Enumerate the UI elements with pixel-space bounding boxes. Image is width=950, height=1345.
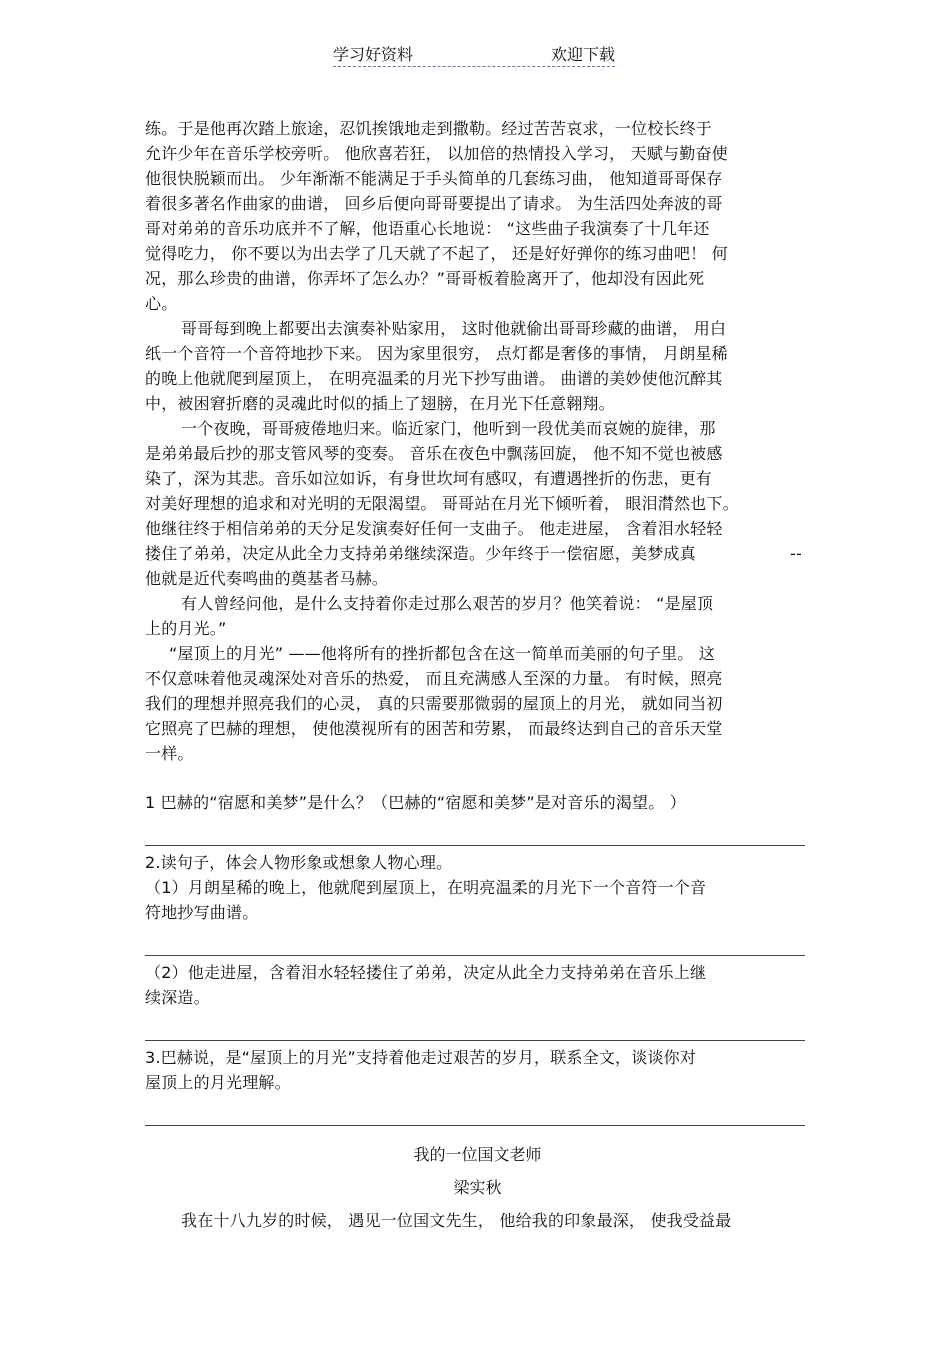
story-paragraph-3 — [145, 416, 810, 591]
spacer — [145, 1200, 810, 1208]
text-line: 觉得吃力， 你不要以为出去学了几天就了不起了， 还是好好弹你的练习曲吧！ 何 — [145, 244, 728, 263]
question-text: 符地抄写曲谱。 — [145, 903, 259, 922]
text-line: 一样。 — [145, 744, 194, 763]
text-line: 的晚上他就爬到屋顶上， 在明亮温柔的月光下抄写曲谱。 曲谱的美妙使他沉醉其 — [145, 369, 723, 388]
question-text: （1）月朗星稀的晚上，他就爬到屋顶上，在明亮温柔的月光下一个音符一个音 — [145, 878, 707, 897]
header-right-text: 欢迎下载 — [550, 45, 615, 64]
spacer — [145, 766, 810, 790]
question-text: 2.读句子，体会人物形象或想象人物心理。 — [145, 853, 453, 872]
document-body — [145, 116, 810, 1233]
text-line: 心。 — [145, 294, 178, 313]
text-line: 它照亮了巴赫的理想， 使他漠视所有的困苦和劳累， 而最终达到自己的音乐天堂 — [145, 719, 723, 738]
answer-line[interactable] — [145, 925, 805, 956]
story-paragraph-2 — [145, 316, 810, 416]
text-line: 上的月光。” — [145, 619, 227, 638]
text-line: 一个夜晚，哥哥疲倦地归来。临近家门，他听到一段优美而哀婉的旋律，那 — [181, 419, 716, 438]
header-left-text: 学习好资料 — [333, 45, 414, 64]
text-line: 允许少年在音乐学校旁听。 他欣喜若狂， 以加倍的热情投入学习， 天赋与勤奋使 — [145, 144, 728, 163]
answer-line[interactable] — [145, 815, 805, 846]
text-line: 况，那么珍贵的曲谱，你弄坏了怎么办？”哥哥板着脸离开了，他却没有因此死 — [145, 269, 705, 288]
text-line: 我在十八九岁的时候， 遇见一位国文先生， 他给我的印象最深， 使我受益最 — [181, 1211, 732, 1230]
text-line: 哥对弟弟的音乐功底并不了解，他语重心长地说： “这些曲子我演奏了十几年还 — [145, 219, 710, 238]
text-line: 他继往终于相信弟弟的天分足发演奏好任何一支曲子。 他走进屋， 含着泪水轻轻 — [145, 519, 723, 538]
question-text: 3.巴赫说，是“屋顶上的月光”支持着他走过艰苦的岁月，联系全文，谈谈你对 — [145, 1048, 697, 1067]
text-line: 中，被困窘折磨的灵魂此时似的插上了翅膀，在月光下任意翱翔。 — [145, 394, 615, 413]
text-line: “屋顶上的月光” ——他将所有的挫折都包含在这一简单而美丽的句子里。 这 — [169, 644, 715, 663]
text-line: 有人曾经问他，是什么支持着你走过那么艰苦的岁月？他笑着说： “是屋顶 — [181, 594, 714, 613]
question-text: 屋顶上的月光理解。 — [145, 1073, 291, 1092]
text-line: 他很快脱颖而出。 少年渐渐不能满足于手头简单的几套练习曲， 他知道哥哥保存 — [145, 169, 723, 188]
text-line: 染了，深为其悲。音乐如泣如诉，有身世坎坷有感叹，有遭遇挫折的伤悲，更有 — [145, 469, 713, 488]
spacer — [145, 1167, 810, 1175]
text-line: 对美好理想的追求和对光明的无限渴望。 哥哥站在月光下倾听着， 眼泪潸然也下。 — [145, 494, 739, 513]
question-text: 续深造。 — [145, 988, 210, 1007]
answer-line[interactable] — [145, 1010, 805, 1041]
text-line — [145, 541, 810, 566]
page-header — [333, 40, 615, 67]
text-line: 着很多著名作曲家的曲谱， 回乡后便向哥哥要提出了请求。 为生活四处奔波的哥 — [145, 194, 723, 213]
text-line: 是弟弟最后抄的那支管风琴的变奏。 音乐在夜色中飘荡回旋， 他不知不觉也被感 — [145, 444, 723, 463]
story-paragraph-5 — [145, 641, 810, 766]
text-line: 不仅意味着他灵魂深处对音乐的热爱， 而且充满感人至深的力量。 有时候，照亮 — [145, 669, 723, 688]
question-1 — [145, 790, 810, 846]
text-line: 练。于是他再次踏上旅途，忍饥挨饿地走到撒勒。经过苦苦哀求，一位校长终于 — [145, 119, 713, 138]
question-3 — [145, 1045, 810, 1126]
text-line: 纸一个音符一个音符地抄下来。 因为家里很穷， 点灯都是奢侈的事情， 月朗星稀 — [145, 344, 728, 363]
answer-line[interactable] — [145, 1095, 805, 1126]
text-line: 哥哥每到晚上都要出去演奏补贴家用， 这时他就偷出哥哥珍藏的曲谱， 用白 — [181, 319, 727, 338]
text-line-body: 搂住了弟弟，决定从此全力支持弟弟继续深造。少年终于一偿宿愿，美梦成真 — [145, 544, 696, 563]
article-title: 我的一位国文老师 — [413, 1145, 542, 1164]
question-2 — [145, 850, 810, 1041]
next-article — [145, 1142, 810, 1233]
dash-mark: -- — [790, 544, 802, 563]
story-paragraph-4 — [145, 591, 810, 641]
article-author: 梁实秋 — [453, 1178, 502, 1197]
question-text: （2）他走进屋，含着泪水轻轻搂住了弟弟，决定从此全力支持弟弟在音乐上继 — [145, 963, 707, 982]
question-text: 1 巴赫的“宿愿和美梦”是什么？（巴赫的“宿愿和美梦”是对音乐的渴望。 ） — [145, 793, 686, 812]
spacer — [145, 1130, 810, 1142]
story-paragraph-1 — [145, 116, 810, 316]
text-line: 他就是近代奏鸣曲的奠基者马赫。 — [145, 569, 389, 588]
text-line: 我们的理想并照亮我们的心灵， 真的只需要那微弱的屋顶上的月光， 就如同当初 — [145, 694, 723, 713]
